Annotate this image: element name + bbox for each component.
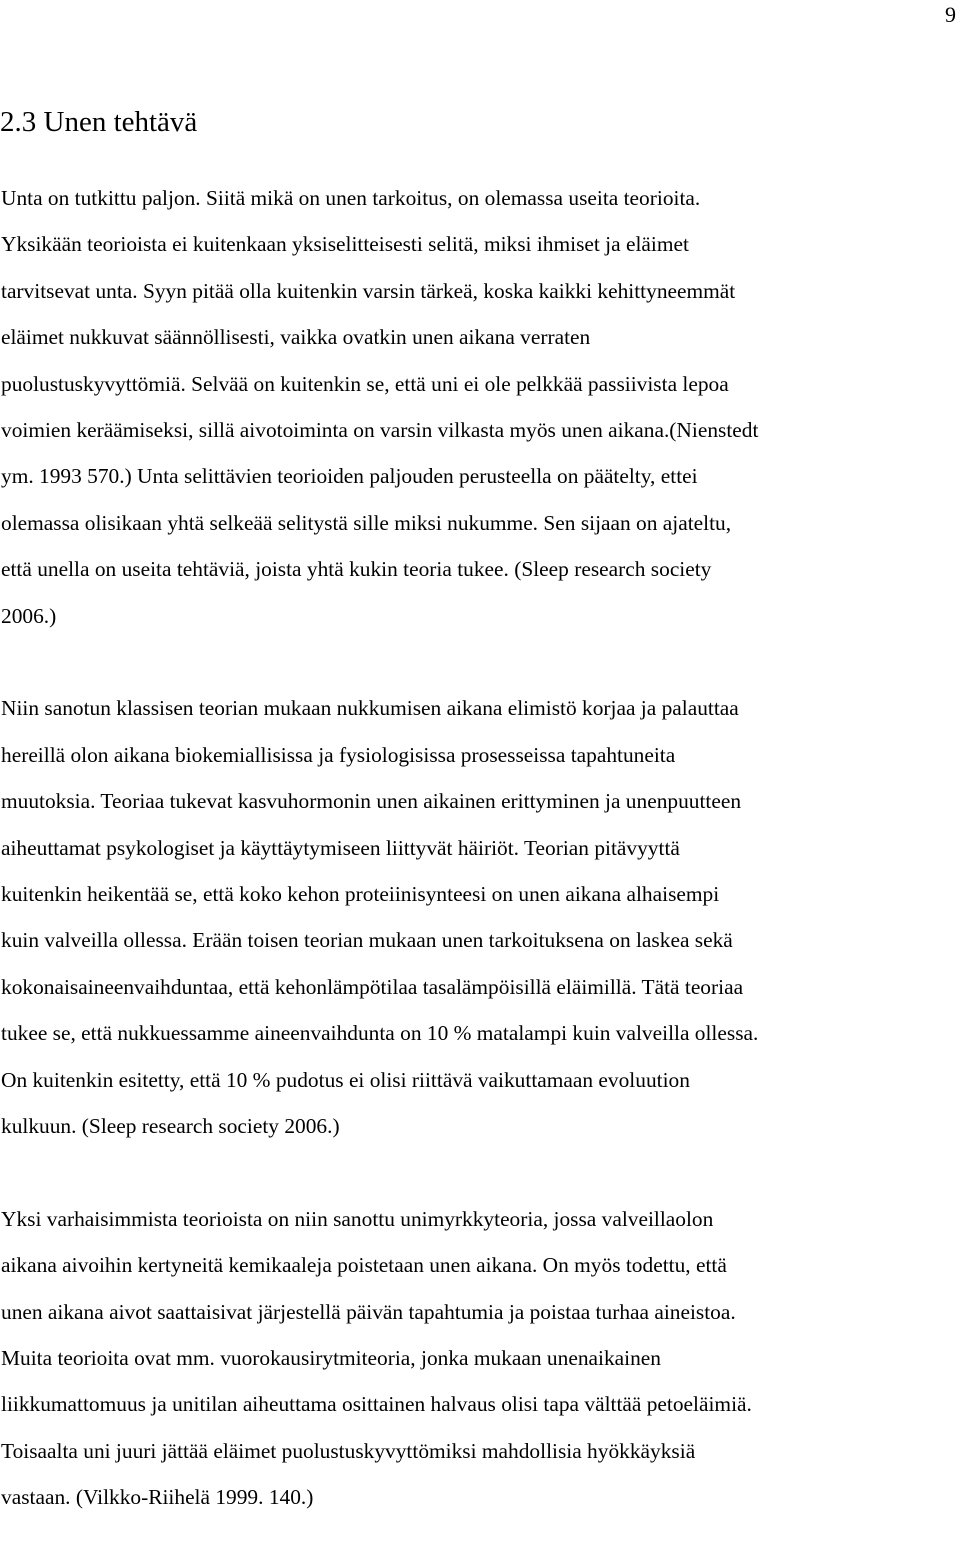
text-line: kulkuun. (Sleep research society 2006.) (1, 1114, 340, 1138)
text-line: tarvitsevat unta. Syyn pitää olla kuitenkin varsin tärkeä, koska kaikki kehittyneemmät (1, 278, 736, 303)
text-line: eläimet nukkuvat säännöllisesti, vaikka ovatkin unen aikana verraten (1, 325, 591, 350)
text-line: kuitenkin heikentää se, että koko kehon proteiinisynteesi on unen aikana alhaisempi (1, 882, 720, 906)
page-number: 9 (945, 2, 956, 27)
section-heading: 2.3 Unen tehtävä (0, 106, 198, 138)
text-line: Niin sanotun klassisen teorian mukaan nukkumisen aikana elimistö korjaa ja palauttaa (1, 696, 739, 721)
text-line: Yksikään teorioista ei kuitenkaan yksiselitteisesti selitä, miksi ihmiset ja eläimet (1, 232, 689, 257)
text-line: puolustuskyvyttömiä. Selvää on kuitenkin se, että uni ei ole pelkkää passiivista lepoa (1, 371, 729, 396)
text-line: On kuitenkin esitetty, että 10 % pudotus ei olisi riittävä vaikuttamaan evoluution (1, 1067, 690, 1092)
text-line: aiheuttamat psykologiset ja käyttäytymiseen liittyvät häiriöt. Teorian pitävyyttä (1, 835, 680, 860)
text-line: Yksi varhaisimmista teorioista on niin sanottu unimyrkkyteoria, jossa valveillaolon (1, 1206, 714, 1231)
text-line: Toisaalta uni juuri jättää eläimet puolustuskyvyttömiksi mahdollisia hyökkäyksiä (1, 1438, 696, 1463)
text-line: muutoksia. Teoriaa tukevat kasvuhormonin unen aikainen erittyminen ja unenpuutteen (1, 789, 742, 814)
text-line: tukee se, että nukkuessamme aineenvaihdunta on 10 % matalampi kuin valveilla ollessa. (1, 1021, 759, 1046)
text-line: että unella on useita tehtäviä, joista yhtä kukin teoria tukee. (Sleep research society (1, 557, 712, 582)
text-line: unen aikana aivot saattaisivat järjestellä päivän tapahtumia ja poistaa turhaa aineistoa. (1, 1299, 736, 1324)
text-line: ym. 1993 570.) Unta selittävien teorioiden paljouden perusteella on päätelty, ettei (1, 464, 698, 489)
text-line: hereillä olon aikana biokemiallisissa ja fysiologisissa prosesseissa tapahtuneita (1, 742, 676, 767)
text-line: 2006.) (1, 603, 57, 628)
text-line: Muita teorioita ovat mm. vuorokausirytmiteoria, jonka mukaan unenaikainen (1, 1346, 661, 1370)
text-line: olemassa olisikaan yhtä selkeää selitystä sille miksi nukumme. Sen sijaan on ajateltu, (1, 510, 732, 535)
text-line: voimien keräämiseksi, sillä aivotoiminta on varsin vilkasta myös unen aikana.(Nienstedt (1, 418, 759, 442)
text-line: aikana aivoihin kertyneitä kemikaaleja poistetaan unen aikana. On myös todettu, että (1, 1253, 727, 1278)
text-line: kuin valveilla ollessa. Erään toisen teorian mukaan unen tarkoituksena on laskea sekä (1, 928, 733, 953)
text-line: Unta on tutkittu paljon. Siitä mikä on unen tarkoitus, on olemassa useita teorioita. (1, 186, 701, 210)
text-line: liikkumattomuus ja unitilan aiheuttama osittainen halvaus olisi tapa välttää petoeläimiä. (1, 1392, 752, 1417)
text-line: vastaan. (Vilkko-Riihelä 1999. 140.) (1, 1485, 314, 1510)
text-line: kokonaisaineenvaihduntaa, että kehonlämpötilaa tasalämpöisillä eläimillä. Tätä teoriaa (1, 974, 744, 999)
